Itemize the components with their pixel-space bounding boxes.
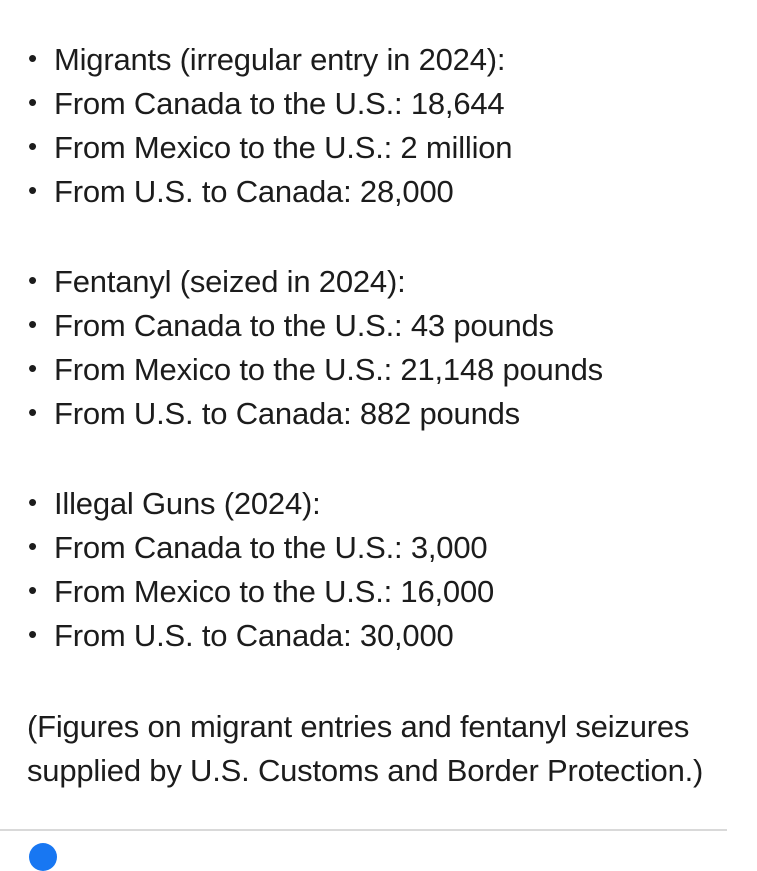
list-item-text: From Mexico to the U.S.: 16,000 [54,574,495,609]
bullet-icon: • [28,619,37,649]
list-item [28,574,494,611]
list-item [28,352,603,389]
avatar[interactable] [29,843,57,871]
bullet-icon: • [28,131,37,161]
list-item-text: From Mexico to the U.S.: 21,148 pounds [54,352,603,387]
list-item-text: From U.S. to Canada: 30,000 [54,618,454,653]
section-heading-fentanyl [28,264,406,301]
section-heading-migrants [28,42,505,79]
bullet-icon: • [28,397,37,427]
list-item-text: From U.S. to Canada: 28,000 [54,174,454,209]
list-item [28,308,554,345]
bullet-icon: • [28,487,37,517]
list-item-text: From Mexico to the U.S.: 2 million [54,130,513,165]
bullet-icon: • [28,531,37,561]
list-item-text: From U.S. to Canada: 882 pounds [54,396,520,431]
source-footnote: (Figures on migrant entries and fentanyl seizures supplied by U.S. Customs and Border Protection.) [27,709,704,788]
list-item-text: From Canada to the U.S.: 3,000 [54,530,488,565]
list-item-text: From Canada to the U.S.: 18,644 [54,86,505,121]
list-item [28,530,487,567]
list-item [28,618,454,655]
heading-text: Illegal Guns (2024): [54,486,321,521]
heading-text: Migrants (irregular entry in 2024): [54,42,506,77]
list-item [28,130,512,167]
list-item [28,396,520,433]
bullet-icon: • [28,175,37,205]
section-heading-illegal-guns [28,486,321,523]
divider [0,829,727,831]
bullet-icon: • [28,309,37,339]
heading-text: Fentanyl (seized in 2024): [54,264,406,299]
bullet-icon: • [28,265,37,295]
bullet-icon: • [28,43,37,73]
bullet-icon: • [28,87,37,117]
bullet-icon: • [28,353,37,383]
list-item [28,174,454,211]
bullet-icon: • [28,575,37,605]
list-item-text: From Canada to the U.S.: 43 pounds [54,308,554,343]
list-item [28,86,504,123]
